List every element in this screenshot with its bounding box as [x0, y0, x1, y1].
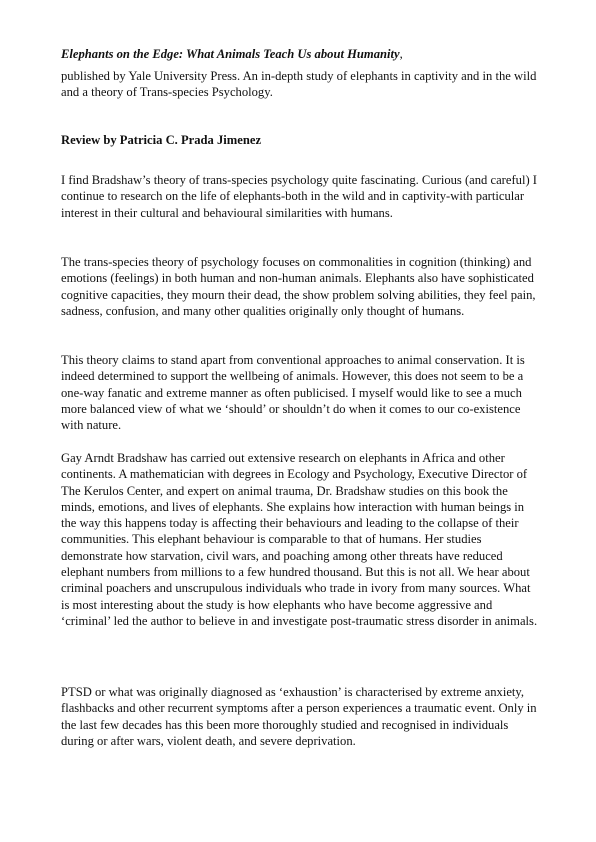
- publisher-line: published by Yale University Press. An in-depth study of elephants in captivity and in the wild and a theory of Trans-species Psychology.: [61, 69, 537, 100]
- paragraph-1: I find Bradshaw’s theory of trans-species psychology quite fascinating. Curious (and careful) I continue to research on the life of elephants-both in the wild and in captivity-with particular interest in their cultural and behavioural similarities with humans.: [61, 173, 537, 220]
- book-title-line: [61, 46, 541, 62]
- paragraph-4: Gay Arndt Bradshaw has carried out extensive research on elephants in Africa and other continents. A mathematician with degrees in Ecology and Psychology, Executive Director of The Kerulos Center, and expert on animal trauma, Dr. Bradshaw studies on this book the minds, emotions, and lives of elephants. She explains how interaction with human beings in the way this happens today is affecting their behaviours and leading to the collapse of their communities. This elephant behaviour is comparable to that of humans. Her studies demonstrate how starvation, civil wars, and poaching among other threats have reduced elephant numbers from millions to a few hundred thousand. But this is not all. We hear about criminal poachers and unscrupulous individuals who trade in ivory from many sources. What is most interesting about the study is how elephants who have become aggressive and ‘criminal’ led the author to believe in and investigate post-traumatic stress disorder in animals.: [61, 451, 538, 628]
- book-title: Elephants on the Edge: What Animals Teach Us about Humanity: [61, 47, 400, 61]
- paragraph-3: This theory claims to stand apart from conventional approaches to animal conservation. It is indeed determined to support the wellbeing of animals. However, this does not seem to be a one-way fanatic and extreme manner as often publicised. I myself would like to see a much more balanced view of what we ‘should’ or shouldn’t do when it comes to our co-existence with nature.: [61, 353, 525, 433]
- title-suffix: ,: [399, 47, 403, 61]
- paragraph-2: The trans-species theory of psychology focuses on commonalities in cognition (thinking) and emotions (feelings) in both human and non-human animals. Elephants also have sophisticated cognitive capacities, they mourn their dead, the show problem solving abilities, they feel pain, sadness, confusion, and many other qualities originally only thought of humans.: [61, 255, 536, 318]
- paragraph-5: PTSD or what was originally diagnosed as ‘exhaustion’ is characterised by extreme anxiety, flashbacks and other recurrent symptoms after a person experiences a traumatic event. Only in the last few decades has this been more thoroughly studied and recognised in individuals during or after wars, violent death, and severe deprivation.: [61, 685, 537, 748]
- review-byline: Review by Patricia C. Prada Jimenez: [61, 133, 262, 147]
